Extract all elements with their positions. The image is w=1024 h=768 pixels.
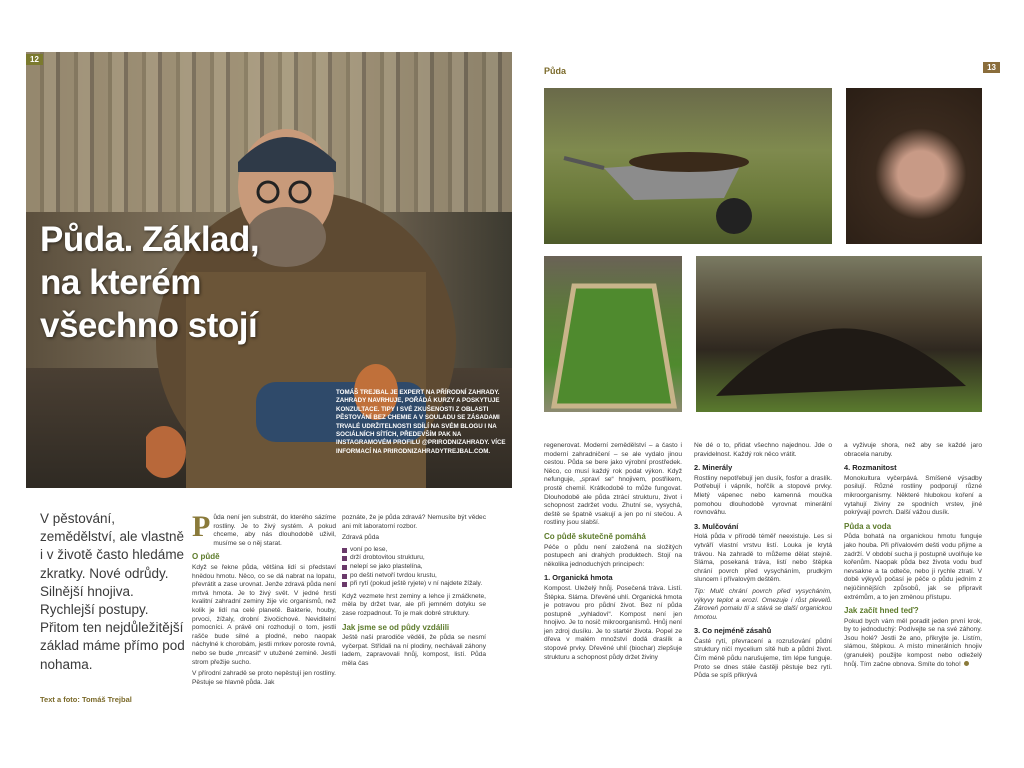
list-item: po dešti netvoří tvrdou krustu, <box>342 572 486 581</box>
body-paragraph: Když vezmete hrst zeminy a lehce ji zmáčknete, měla by držet tvar, ale při jemném dotyku se zase rozpadnout. To je mak dobré struktury. <box>342 592 486 617</box>
body-paragraph: Kompost. Uleželý hnůj. Posečená tráva. Listí. Štěpka. Sláma. Dřevěné uhlí. Organická hmota je potravou pro půdní život. Bez ní půda postupně „vyhladoví“. Kompost není jen hnojivo. Je to nosič mikroorganismů. Hnůj není jen zdroj dusíku. Je to startér života. Popel ze dřeva v malém množství dodá draslík a stopové prvky. Dřevěné uhlí (biochar) zlepšuje strukturu a schopnost půdy držet živiny <box>544 584 682 661</box>
body-paragraph: Rostliny nepotřebují jen dusík, fosfor a draslík. Potřebují i vápník, hořčík a stopové prvky. Mletý vápenec nebo kamenná moučka pomohou dlouhodobě vyrovnat minerální rovnováhu. <box>694 474 832 517</box>
subheading: 4. Rozmanitost <box>844 463 897 473</box>
section-heading: Jak začít hned teď? <box>844 606 919 616</box>
page-number: 12 <box>26 54 43 65</box>
body-paragraph: a vyživuje shora, než aby se každé jaro obracela naruby. <box>844 442 982 458</box>
soil-hand-photo <box>846 88 982 244</box>
bullet-icon <box>342 548 347 553</box>
right-page <box>544 52 1000 732</box>
left-page <box>26 52 512 732</box>
bullet-icon <box>342 556 347 561</box>
body-paragraph: Ještě naši prarodiče věděli, že půda se nesmí vyčerpat. Střídali na ní plodiny, nechávali záhony ladem, zapravovali hnůj, kompost, listí. Půda měla čas <box>342 634 486 667</box>
raised-bed-illustration <box>544 256 682 412</box>
body-paragraph: Monokultura vyčerpává. Smíšené výsadby posilují. Různé rostliny podporují různé mikroorganismy. Některé hlubokou koření a vytahují živiny ze spodních vrstev, jiné pokrývají povrch. Další vážou dusík. <box>844 474 982 517</box>
subheading: 1. Organická hmota <box>544 573 613 583</box>
body-paragraph: poznáte, že je půda zdravá? Nemusíte být vědec ani mít laboratorní rozbor. <box>342 514 486 530</box>
list-item: drží drobtovitou strukturu, <box>342 554 486 563</box>
body-paragraph: Půda bohatá na organickou hmotu funguje jako houba. Při přívalovém dešti vodu přijme a zadrží. V období sucha ji postupně uvolňuje ke kořenům. Naopak půda bez života vodu buď nevsakne a ta odteče, nebo ji rychle ztratí. V době výkyvů počasí je péče o půdu jedním z nejúčinnějších způsobů, jak se připravit extrémům, a to jen změnou přístupu. <box>844 533 982 601</box>
bullet-icon <box>342 574 347 579</box>
body-paragraph: Když se řekne půda, většina lidí si představí hnědou hmotu. Něco, co se dá nabrat na lopatu, převrátit a zase urovnat. Jenže zdravá půda není mrtvá hmota. Je to živý svět. V jedné hrsti kvalitní zahradní zeminy žije víc organismů, než kolik je lidí na celé planetě. Bakterie, houby, prvoci, žížaly, drobní živočichové. Neviditelní pomocníci. A právě oni rozhodují o tom, jestli rašče bude silné a plodné, nebo naopak náchylné k chorobám, jestli mrkev poroste rovná, nebo se bude „mrcasit“ v utužené zemině. Jestli strom přežije sucho. <box>192 563 336 666</box>
left-column-2 <box>342 514 486 672</box>
page-number: 13 <box>983 62 1000 73</box>
intro-text: V pěstování, zemědělství, ale vlastně i v životě často hledáme zkratky. Nové odrůdy. Silnější hnojiva. Rychlejší postupy. Přitom ten nejdůležitější základ máme přímo pod nohama. <box>40 511 185 672</box>
subheading: 3. Mulčování <box>694 521 739 531</box>
dropcap: P <box>192 510 211 543</box>
body-paragraph: Časté rytí, převracení a rozrušování půdní struktury ničí mycelium sítě hub a půdní život. Čím méně půdu narušujeme, tím lépe funguje. Proto se dnes stále častěji pěstuje bez rytí. Půda se spíš přikrývá <box>694 637 832 680</box>
hero-photo <box>26 52 512 488</box>
wheelbarrow-illustration <box>544 88 832 244</box>
section-heading: Jak jsme se od půdy vzdálili <box>342 622 450 632</box>
article-headline <box>40 218 260 347</box>
body-paragraph: V přírodní zahradě se proto nepěstují jen rostliny. Pěstuje se hlavně půda. Jak <box>192 670 336 686</box>
section-heading: O půdě <box>192 552 220 562</box>
compost-heap-illustration <box>696 256 982 412</box>
bullet-icon <box>342 582 347 587</box>
list-intro: Zdravá půda <box>342 534 380 542</box>
body-paragraph: Ne dé o to, přidat všechno najednou. Jde o pravidelnost. Každý rok něco vrátit. <box>694 442 832 458</box>
subheading: 2. Minerály <box>694 463 733 473</box>
left-column-1 <box>192 510 336 690</box>
compost-heap-photo <box>696 256 982 412</box>
wheelbarrow-photo <box>544 88 832 244</box>
body-paragraph: Pokud bych vám měl poradit jeden první krok, by to jednoduchý: Podívejte se na své záhony. Jsou holé? Jestli že ano, přikryjte je. Listím, slámou, štěpkou. A místo minerálních hnojiv (granulek) použijte kompost nebo odleželý hnůj. Tím začne obnova. Smíte do toho! <box>844 617 982 668</box>
author-credit: Text a foto: Tomáš Trejbal <box>40 695 132 704</box>
headline-line: Půda. Základ, <box>40 220 260 259</box>
right-column-2 <box>694 442 832 684</box>
section-tag: Půda <box>544 66 567 76</box>
body-paragraph: Holá půda v přírodě téměř neexistuje. Les si vytváří vlastní vrstvu listí. Louka je krytá trávou. Na zahradě to můžeme dělat stejně. Sláma, posekaná tráva, listí nebo štěpka chrání povrch před vysycháním, prudkým sluncem i přívalovým deštěm. <box>694 533 832 584</box>
raised-bed-photo <box>544 256 682 412</box>
section-heading: Co půdě skutečně pomáhá <box>544 531 646 541</box>
lead-paragraph: Půda není jen substrát, do kterého sázíme rostliny. Je to živý systém. A pokud chceme, aby nás dlouhodobě uživil, musíme se o něj starat. <box>192 510 336 547</box>
bullet-icon <box>342 565 347 570</box>
headline-line: na kterém <box>40 263 201 302</box>
body-paragraph: Péče o půdu není založená na složitých postupech ani drahých produktech. Stojí na několika jednoduchých principech: <box>544 543 682 568</box>
end-mark-icon <box>964 661 969 666</box>
list-item: nelepí se jako plastelína, <box>342 563 486 572</box>
photo-caption: TOMÁŠ TREJBAL JE EXPERT NA PŘÍRODNÍ ZAHRADY. ZAHRADY NAVRHUJE, POŘÁDÁ KURZY A POSKYTUJE KONZULTACE. TIPY I SVÉ ZKUŠENOSTI Z OBLASTI PĚSTOVÁNÍ BEZ CHEMIE A V SOULADU SE ZÁSADAMI TRVALÉ UDRŽITELNOSTI SDÍLÍ NA SVÉM BLOGU I NA SOCIÁLNÍCH SÍTÍCH, PŘEDEVŠÍM PAK NA INSTAGRAMOVÉM PROFILU @PRIRODNIZAHRADY. VÍCE INFORMACÍ NA PRIRODNIZAHRADYTREJBAL.COM. <box>336 389 506 455</box>
right-column-3 <box>844 442 982 672</box>
tip-box: Tip: Mulč chrání povrch před vysycháním, výkyvy teplot a erozí. Omezuje i růst plevelů. Zároveň pomalu tlí a stává se další organickou hmotou. <box>694 587 832 621</box>
body-paragraph: regenerovat. Moderní zemědělství – a často i moderní zahradničení – se ale vydalo jinou cestou. Půda se bere jako výrobní prostředek. Něco, co musí každý rok podat výkon. Když nefunguje, „spraví se“ hnojivem, postřikem, prostě chemií. Krátkodobě to může fungovat. Dlouhodobě ale půda ztrácí strukturu, život i schopnost zadržet vodu. Zhutní se, vysychá, deště se špatně vsakují a jen po ní stečou. A rostliny jsou slabší. <box>544 442 682 527</box>
list-item: voní po lese, <box>342 546 486 555</box>
headline-line: všechno stojí <box>40 306 258 345</box>
right-column-1 <box>544 442 682 665</box>
section-heading: Půda a voda <box>844 521 892 531</box>
list-item: při rytí (pokud ještě ryjete) v ní najdete žížaly. <box>342 580 486 589</box>
subheading: 3. Co nejméně zásahů <box>694 626 772 636</box>
